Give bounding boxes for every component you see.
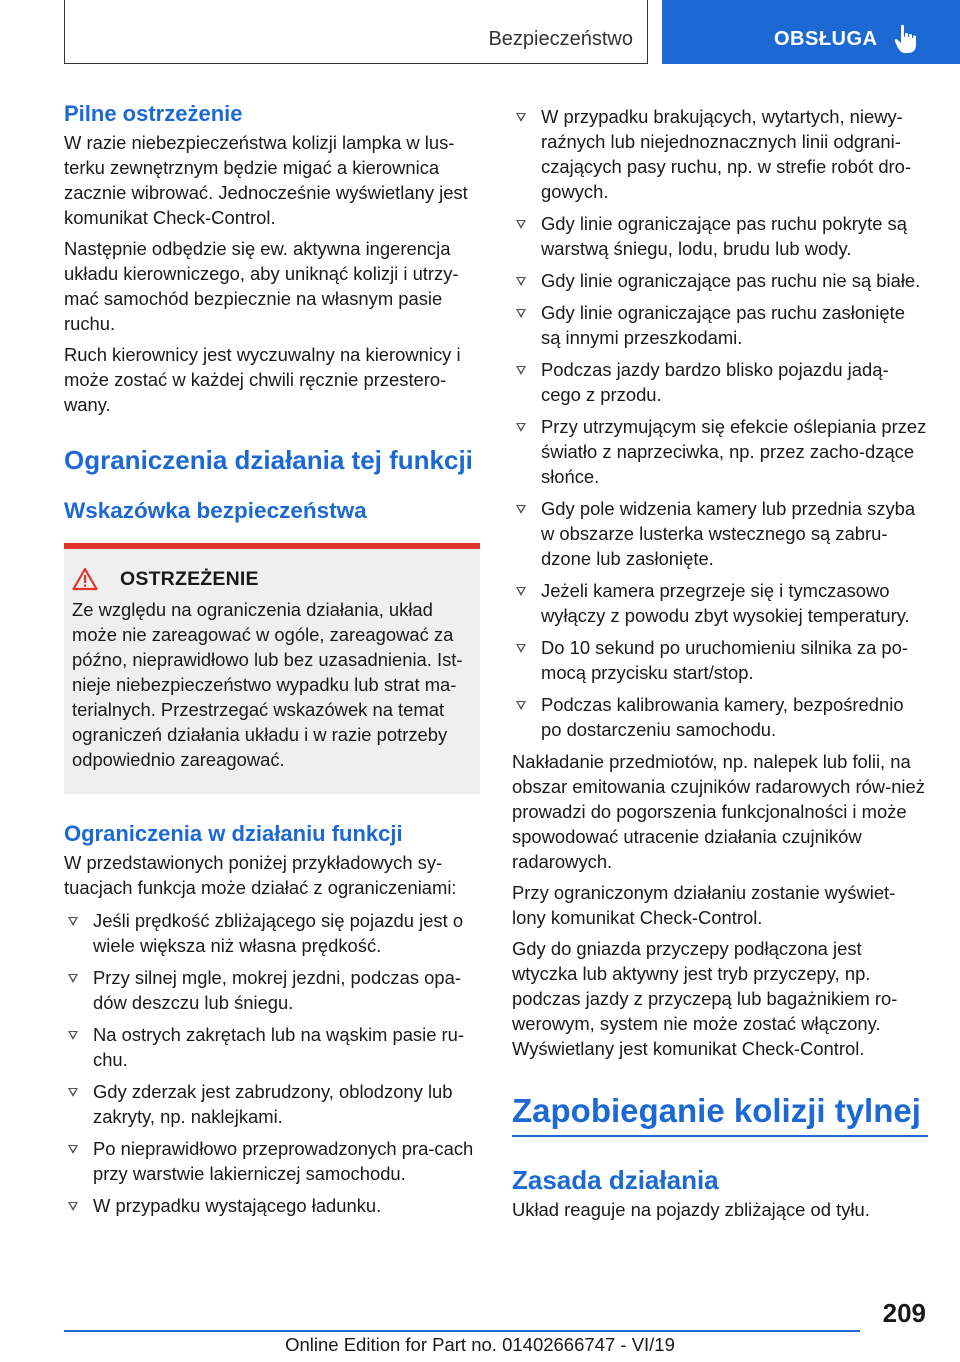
- list-item: Jeżeli kamera przegrzeje się i tymczasowo wyłączy z powodu zbyt wysokiej temperatury.: [512, 578, 928, 628]
- sensors-paragraph: Nakładanie przedmiotów, np. nalepek lub folii, na obszar emitowania czujników radarowych rów-nież prowadzi do pogorszenia funkcjonalności i może spowodować utracenie działania czujników radarowych.: [512, 751, 925, 872]
- limited-function-paragraph: Przy ograniczonym działaniu zostanie wyświet-lony komunikat Check-Control.: [512, 882, 896, 928]
- left-bullet-list: [64, 908, 480, 1218]
- list-item: Do 10 sekund po uruchomieniu silnika za po-mocą przycisku start/stop.: [512, 635, 928, 685]
- rear-collision-heading: Zapobieganie kolizji tylnej: [512, 1092, 921, 1129]
- limits-heading: Ograniczenia działania tej funkcji: [64, 445, 473, 475]
- bullet-triangle-icon: [516, 644, 526, 653]
- list-item: Gdy pole widzenia kamery lub przednia szyba w obszarze lusterka wstecznego są zabru-dzone lub zasłonięte.: [512, 496, 928, 571]
- bullet-triangle-icon: [68, 1202, 78, 1211]
- urgent-paragraph-3: Ruch kierownicy jest wyczuwalny na kierownicy i może zostać w każdej chwili ręcznie przestero-wany.: [64, 344, 461, 415]
- pointing-hand-icon: [894, 24, 920, 54]
- page-number: 209: [882, 1298, 926, 1328]
- function-limits-intro: W przedstawionych poniżej przykładowych sy-tuacjach funkcja może działać z ograniczeniami:: [64, 852, 457, 898]
- bullet-triangle-icon: [68, 1088, 78, 1097]
- warning-box: [64, 543, 480, 794]
- function-limits-heading: Ograniczenia w działaniu funkcji: [64, 821, 403, 846]
- urgent-warning-heading: Pilne ostrzeżenie: [64, 101, 243, 126]
- list-item: W przypadku wystającego ładunku.: [64, 1193, 480, 1218]
- heading-rule: [512, 1135, 928, 1137]
- footer-rule: [64, 1330, 860, 1332]
- bullet-triangle-icon: [68, 1031, 78, 1040]
- list-item: Gdy linie ograniczające pas ruchu nie są białe.: [512, 268, 928, 293]
- list-item: Podczas jazdy bardzo blisko pojazdu jadą-cego z przodu.: [512, 357, 928, 407]
- list-item: W przypadku brakujących, wytartych, niewy-raźnych lub niejednoznacznych linii odgrani-czających pasy ruchu, np. w strefie robót dro-gowych.: [512, 104, 928, 204]
- footer-edition: Online Edition for Part no. 01402666747 - VI/19: [285, 1334, 675, 1355]
- header-tab-obsluga[interactable]: [662, 0, 960, 64]
- list-item: Przy silnej mgle, mokrej jezdni, podczas opa-dów deszczu lub śniegu.: [64, 965, 480, 1015]
- bullet-triangle-icon: [516, 220, 526, 229]
- list-item: Po nieprawidłowo przeprowadzonych pra-cach przy warstwie lakierniczej samochodu.: [64, 1136, 480, 1186]
- header-tab-label: OBSŁUGA: [774, 28, 878, 50]
- bullet-triangle-icon: [68, 1145, 78, 1154]
- list-item: Na ostrych zakrętach lub na wąskim pasie ru-chu.: [64, 1022, 480, 1072]
- bullet-triangle-icon: [68, 917, 78, 926]
- warning-triangle-icon: [72, 567, 98, 591]
- bullet-triangle-icon: [68, 974, 78, 983]
- bullet-triangle-icon: [516, 505, 526, 514]
- principle-text: Układ reaguje na pojazdy zbliżające od tyłu.: [512, 1198, 870, 1220]
- list-item: Jeśli prędkość zbliżającego się pojazdu jest o wiele większa niż własna prędkość.: [64, 908, 480, 958]
- principle-heading: Zasada działania: [512, 1164, 719, 1195]
- right-column: [512, 104, 928, 1228]
- bullet-triangle-icon: [516, 113, 526, 122]
- safety-heading: Wskazówka bezpieczeństwa: [64, 498, 367, 523]
- warning-title-row: [72, 567, 468, 591]
- list-item: Gdy linie ograniczające pas ruchu zasłonięte są innymi przeszkodami.: [512, 300, 928, 350]
- urgent-paragraph-2: Następnie odbędzie się ew. aktywna ingerencja układu kierowniczego, aby uniknąć kolizji i utrzy-mać samochód bezpiecznie na własnym pasie ruchu.: [64, 238, 459, 334]
- bullet-triangle-icon: [516, 277, 526, 286]
- list-item: Przy utrzymującym się efekcie oślepiania przez światło z naprzeciwka, np. przez zacho-dzące słońce.: [512, 414, 928, 489]
- warning-title: OSTRZEŻENIE: [120, 567, 259, 590]
- right-bullet-list: [512, 104, 928, 742]
- bullet-triangle-icon: [516, 701, 526, 710]
- trailer-paragraph: Gdy do gniazda przyczepy podłączona jest wtyczka lub aktywny jest tryb przyczepy, np. podczas jazdy z przyczepą lub bagażnikiem ro-werowym, system nie może zostać włączony. Wyświetlany jest komunikat Check-Control.: [512, 938, 898, 1059]
- header-section-title: Bezpieczeństwo: [488, 28, 633, 50]
- bullet-triangle-icon: [516, 423, 526, 432]
- bullet-triangle-icon: [516, 587, 526, 596]
- header-section-box: [64, 0, 648, 64]
- left-column: [64, 98, 480, 1225]
- urgent-paragraph-1: W razie niebezpieczeństwa kolizji lampka w lus-terku zewnętrznym będzie migać a kierownica zacznie wibrować. Jednocześnie wyświetlany jest komunikat Check-Control.: [64, 132, 468, 228]
- list-item: Podczas kalibrowania kamery, bezpośrednio po dostarczeniu samochodu.: [512, 692, 928, 742]
- bullet-triangle-icon: [516, 309, 526, 318]
- bullet-triangle-icon: [516, 366, 526, 375]
- list-item: Gdy linie ograniczające pas ruchu pokryte są warstwą śniegu, lodu, brudu lub wody.: [512, 211, 928, 261]
- warning-text: Ze względu na ograniczenia działania, układ może nie zareagować w ogóle, zareagować za późno, nieprawidłowo lub bez uzasadnienia. Ist-nieje niebezpieczeństwo wypadku lub strat ma-terialnych. Przestrzegać wskazówek na temat ograniczeń działania układu i w razie potrzeby odpowiednio zareagować.: [72, 599, 463, 770]
- list-item: Gdy zderzak jest zabrudzony, oblodzony lub zakryty, np. naklejkami.: [64, 1079, 480, 1129]
